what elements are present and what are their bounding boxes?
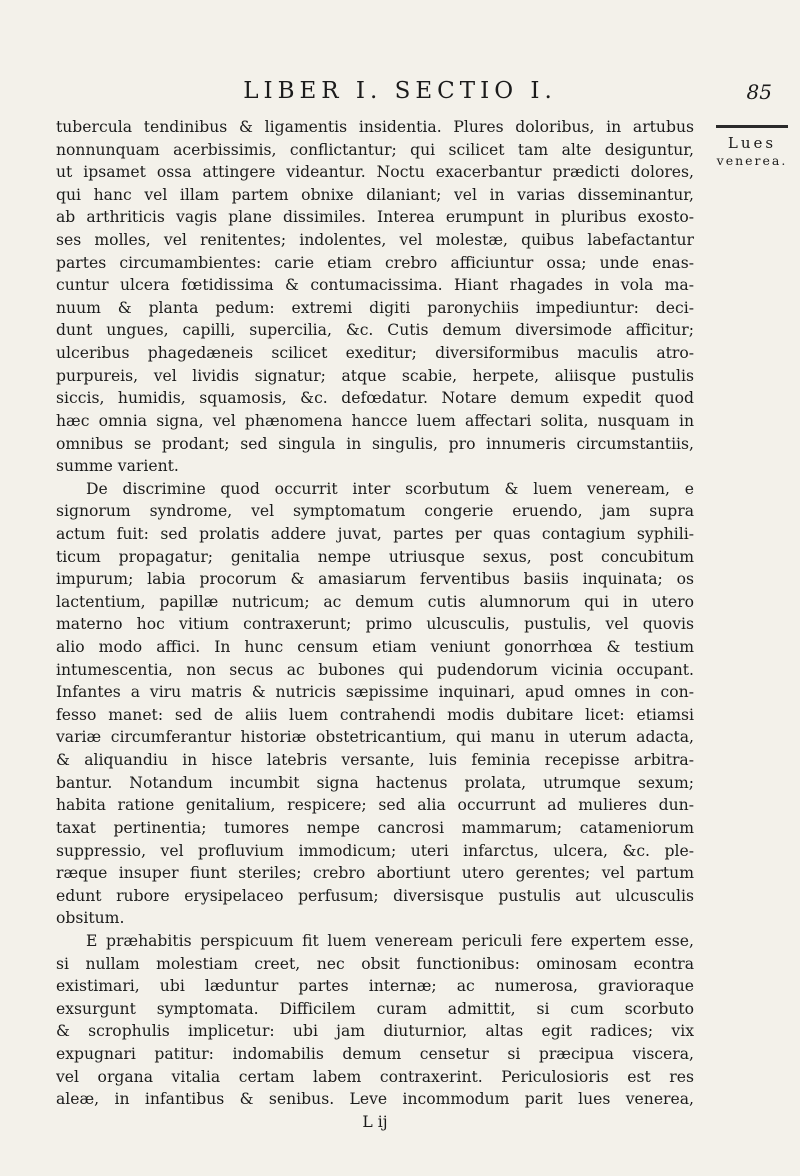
text-line: lactentium, papillæ nutricum; ac demum cutis alumnorum qui in utero [56,592,694,611]
margin-rule [716,125,788,128]
text-line: & scrophulis implicetur: ubi jam diuturnior, altas egit radices; vix [56,1022,694,1041]
text-line: impurum; labia procorum & amasiarum ferventibus basiis inquinata; os [56,570,694,589]
text-line: actum fuit: sed prolatis addere juvat, partes per quas contagium syphili- [56,524,694,543]
page-number: 85 [746,80,772,104]
section-title: LIBER I. SECTIO I. [243,78,557,104]
body-text [56,116,694,1133]
text-line: omnibus se prodant; sed singula in singulis, pro innumeris circumstantiis, [56,434,694,453]
text-line: Infantes a viru matris & nutricis sæpissime inquinari, apud omnes in con- [56,683,694,702]
text-line: fesso manet: sed de aliis luem contrahendi modis dubitare licet: etiamsi [56,705,694,724]
text-line: & aliquandiu in hisce latebris versante, luis feminia recepisse arbitra- [56,751,694,770]
text-line: cuntur ulcera fœtidissima & contumacissima. Hiant rhagades in vola ma- [56,276,694,295]
text-line: siccis, humidis, squamosis, &c. defœdatur. Notare demum expedit quod [56,389,694,408]
margin-note-text [712,134,792,170]
text-line: nonnunquam acerbissimis, conflictantur; qui scilicet tam alte desiguntur, [56,140,694,159]
running-header [0,78,800,108]
text-line: L ij [362,1112,388,1131]
text-line: tubercula tendinibus & ligamentis insidentia. Plures doloribus, in artubus [56,118,694,136]
text-line: bantur. Notandum incumbit signa hactenus prolata, utrumque sexum; [56,773,694,792]
text-line: aleæ, in infantibus & senibus. Leve incommodum parit lues venerea, [56,1090,694,1109]
text-line: ab arthriticis vagis plane dissimiles. Interea erumpunt in pluribus exosto- [56,208,694,227]
text-line: partes circumambientes: carie etiam crebro afficiuntur ossa; unde enas- [56,253,694,272]
margin-note-line: Lues [727,134,777,152]
text-line: summe varient. [56,457,179,476]
margin-note [712,125,792,170]
text-line: nuum & planta pedum: extremi digiti paronychiis impediuntur: deci- [56,298,694,317]
text-line: variæ circumferantur historiæ obstetricantium, qui manu in uterum adacta, [56,728,694,747]
text-line: dunt ungues, capilli, supercilia, &c. Cutis demum diversimode afficitur; [56,321,694,340]
text-line: exsurgunt symptomata. Difficilem curam admittit, si cum scorbuto [56,999,694,1018]
text-line: taxat pertinentia; tumores nempe cancrosi mammarum; catameniorum [56,818,694,837]
text-line: ræque insuper fiunt steriles; crebro abortiunt utero gerentes; vel partum [56,864,694,883]
text-line: si nullam molestiam creet, nec obsit functionibus: ominosam econtra [56,954,694,973]
text-line: alio modo affici. In hunc censum etiam veniunt gonorrhœa & testium [56,638,694,657]
text-line: De discrimine quod occurrit inter scorbutum & luem veneream, e [86,479,694,498]
text-line: hæc omnia signa, vel phænomena hancce luem affectari solita, nusquam in [56,411,694,430]
text-line: purpureis, vel lividis signatur; atque scabie, herpete, aliisque pustulis [56,366,694,385]
text-line: ticum propagatur; genitalia nempe utriusque sexus, post concubitum [56,547,694,566]
text-line: vel organa vitalia certam labem contraxerint. Periculosioris est res [56,1067,694,1086]
text-line: edunt rubore erysipelaceo perfusum; diversisque pustulis aut ulcusculis [56,886,694,905]
text-line: intumescentia, non secus ac bubones qui pudendorum vicinia occupant. [56,660,694,679]
text-line: expugnari patitur: indomabilis demum censetur si præcipua viscera, [56,1044,694,1063]
text-line: materno hoc vitium contraxerunt; primo ulcusculis, pustulis, vel quovis [56,615,694,634]
text-line: habita ratione genitalium, respicere; sed alia occurrunt ad mulieres dun- [56,796,694,815]
text-line: ulceribus phagedæneis scilicet exeditur; diversiformibus maculis atro- [56,344,694,363]
margin-note-line: venerea. [716,153,788,168]
text-line: E præhabitis perspicuum fit luem veneream periculi fere expertem esse, [86,931,694,950]
text-line: signorum syndrome, vel symptomatum congerie eruendo, jam supra [56,502,694,521]
text-line: ut ipsamet ossa attingere videantur. Noctu exacerbantur prædicti dolores, [56,163,694,182]
text-line: suppressio, vel profluvium immodicum; uteri infarctus, ulcera, &c. ple- [56,841,694,860]
text-line: obsitum. [56,909,125,928]
text-line: existimari, ubi læduntur partes internæ; ac numerosa, gravioraque [56,977,694,996]
text-line: ses molles, vel renitentes; indolentes, vel molestæ, quibus labefactantur [56,231,694,250]
text-line: qui hanc vel illam partem obnixe dilaniant; vel in varias disseminantur, [56,185,694,204]
